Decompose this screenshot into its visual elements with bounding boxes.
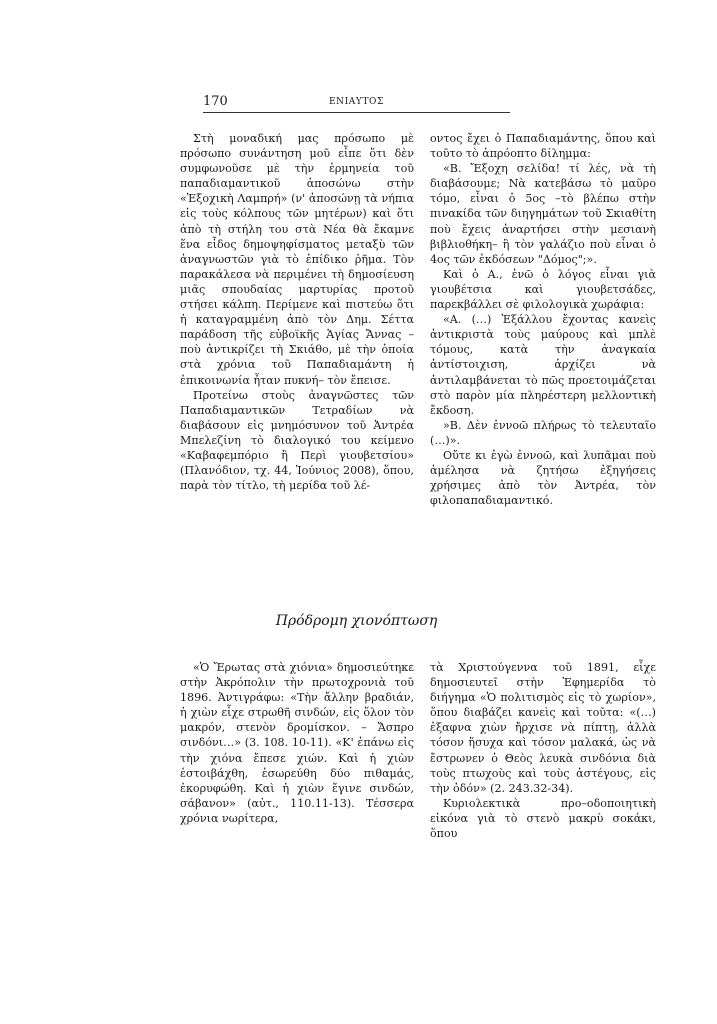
- paragraph: Κυριολεκτικὰ προ–οδοποιητικὴ εἰκόνα γιὰ τὸ στενὸ μακρὺ σοκάκι, ὅπου: [430, 796, 656, 841]
- paragraph: «Α. (…) Ἐξάλλου ἔχοντας κανεὶς ἀντικριστὰ τοὺς μαύρους καὶ μπλὲ τόμους, κατὰ τὴν ἀναγκαία ἀντίστοιχιση, ἀρχίζει νὰ ἀντιλαμβάνεται τὸ πῶς προετοιμάζεται στὸ παρὸν μία πληρέστερη μελλοντικὴ ἔκδοση.: [430, 313, 656, 417]
- paragraph: »Β. Δὲν ἐννοῶ πλήρως τὸ τελευταῖο (…)».: [430, 418, 656, 447]
- paragraph: «Β. Ἔξοχη σελίδα! τί λές, νὰ τὴ διαβάσουμε; Νὰ κατεβάσω τὸ μαῦρο τόμο, εἶναι ὁ 5ος –τὸ βλέπω στὴν πινακίδα τῶν διηγημάτων τοῦ Σκιαθίτη ποὺ ἔχεις ἀναρτήσει στὴν μεσιανὴ βιβλιοθήκη– ἢ τὸν γαλάζιο ποὺ εἶναι ὁ 4ος τῶν ἐκδόσεων "Δόμος";».: [430, 162, 656, 266]
- top-right-column: [430, 131, 656, 508]
- paragraph: Οὔτε κι ἐγὼ ἐννοῶ, καὶ λυπᾶμαι ποὺ ἀμέλησα νὰ ζητήσω ἐξηγήσεις χρήσιμες ἀπὸ τὸν Ἀντρέα, τὸν φιλοπαπαδιαμαντικό.: [430, 448, 656, 508]
- section-title: Πρόδρομη χιονόπτωση: [275, 613, 438, 629]
- paragraph: οντος ἔχει ὁ Παπαδιαμάντης, ὅπου καὶ τοῦτο τὸ ἀπρόοπτο δίλημμα:: [430, 132, 656, 161]
- bottom-right-column: [430, 660, 656, 841]
- page-header: [203, 94, 510, 113]
- running-head: ΕΝΙΑΥΤΟΣ: [329, 97, 384, 107]
- paragraph: Καὶ ὁ Α., ἐνῶ ὁ λόγος εἶναι γιὰ γιουβέτσια καὶ γιουβετσάδες, παρεκβάλλει σὲ φιλολογικὰ χωράφια:: [430, 267, 656, 312]
- paragraph: Στὴ μοναδική μας πρόσωπο μὲ πρόσωπο συνάντηση μοῦ εἶπε ὅτι δὲν συμφωνοῦσε μὲ τὴν ἑρμηνεία τοῦ παπαδιαμαντικοῦ ἀποσώνω στὴν «Ἐξοχικὴ Λαμπρή» (ν' ἀποσώνῃ τὰ νήπια εἰς τοὺς κόλπους τῶν μητέρων) καὶ ὅτι ἀπὸ τὴ στήλη του στὰ Νέα θὰ ἔκαμνε ἕνα εἶδος δημοψηφίσματος μεταξὺ τῶν ἀναγνωστῶν γιὰ τὸ ἐπίδικο ῥῆμα. Τὸν παρακάλεσα νὰ περιμένει τὴ δημοσίευση μιᾶς σπουδαίας μαρτυρίας προτοῦ στήσει κάλπη. Περίμενε καὶ πιστεύω ὅτι ἡ καταγραμμένη ἀπὸ τὸν Δημ. Σέττα παράδοση τῆς εὐβοϊκῆς Ἁγίας Ἄννας –ποὺ ἀντικρίζει τὴ Σκιάθο, μὲ τὴν ὁποία στὰ χρόνια τοῦ Παπαδιαμάντη ἡ ἐπικοινωνία ἦταν πυκνή– τὸν ἔπεισε.: [180, 132, 414, 387]
- paragraph: τὰ Χριστούγεννα τοῦ 1891, εἶχε δημοσιευτεῖ στὴν Ἐφημερίδα τὸ διήγημα «Ὁ πολιτισμὸς εἰς τὸ χωρίον», ὅπου διαβάζει κανεὶς καὶ τοῦτα: «(…) ἐξαφνα χιὼν ἤρχισε νὰ πίπτῃ, ἀλλὰ τόσον ἥσυχα καὶ τόσον μαλακά, ὡς νὰ ἔστρωνεν ὁ Θεὸς λευκὰ σινδόνια διὰ τοὺς πτωχοὺς καὶ τοὺς ἀστέγους, εἰς τὴν ὁδόν» (2. 243.32-34).: [430, 661, 656, 795]
- paragraph: «Ὁ Ἔρωτας στὰ χιόνια» δημοσιεύτηκε στὴν Ἀκρόπολιν τὴν πρωτοχρονιὰ τοῦ 1896. Ἀντιγράφω: «Τὴν ἄλλην βραδιάν, ἡ χιὼν εἶχε στρωθῆ σινδών, εἰς ὅλον τὸν μακρόν, στενὸν δρομίσκον. – Ἄσπρο σινδόνι…» (3. 108. 10-11). «Κ' ἐπάνω εἰς τὴν χιόνα ἔπεσε χιών. Καὶ ἡ χιὼν ἐστοιβάχθη, ἐσωρεύθη δύο πιθαμάς, ἐκορυφώθη. Καὶ ἡ χιὼν ἔγινε σινδών, σάβανον» (αὐτ., 110.11-13). Τέσσερα χρόνια νωρίτερα,: [180, 661, 414, 825]
- top-left-column: [180, 131, 414, 493]
- bottom-left-column: [180, 660, 414, 826]
- page-number: 170: [203, 94, 228, 109]
- paragraph: Προτείνω στοὺς ἀναγνῶστες τῶν Παπαδιαμαντικῶν Τετραδίων νὰ διαβάσουν εἰς μνημόσυνον τοῦ Ἀντρέα Μπελεζίνη τὸ διαλογικό του κείμενο «Καβαφεμπόριο ἢ Περὶ γιουβετσίου» (Πλανόδιον, τχ. 44, Ἰούνιος 2008), ὅπου, παρὰ τὸν τίτλο, τὴ μερίδα τοῦ λέ-: [180, 388, 414, 493]
